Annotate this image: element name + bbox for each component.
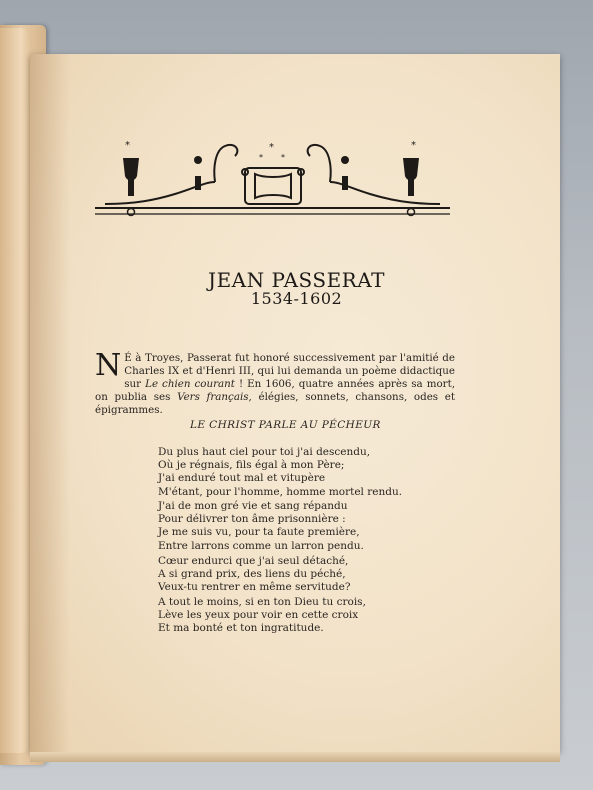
- intro-italic-2: Vers français: [177, 391, 249, 403]
- stanza-2: [158, 500, 364, 553]
- intro-text-1: É à Troyes, Passerat fut honoré successivement par l'amitié de Charles IX et d'Henri III, qui lui demanda un poème didactique sur: [124, 352, 455, 390]
- verse-line: Entre larrons comme un larron pendu.: [158, 539, 364, 552]
- gutter-shadow: [30, 54, 70, 752]
- verse-line: J'ai de mon gré vie et sang répandu: [158, 500, 348, 512]
- verse-line: Et ma bonté et ton ingratitude.: [158, 622, 324, 635]
- verse-line: Je me suis vu, pour ta faute première,: [158, 526, 360, 539]
- left-page-curl: [0, 28, 30, 753]
- stanza-1: [158, 446, 402, 499]
- verse-line: M'étant, pour l'homme, homme mortel rendu.: [158, 485, 403, 498]
- verse-line: J'ai enduré tout mal et vitupère: [158, 472, 326, 485]
- intro-text-3: , élégies, sonnets, chansons, odes et épigrammes.: [95, 391, 456, 416]
- verse-line: Veux-tu rentrer en même servitude?: [158, 581, 351, 594]
- verse-line: Où je régnais, fils égal à mon Père;: [158, 459, 345, 472]
- poem-title: LE CHRIST PARLE AU PÉCHEUR: [190, 419, 381, 431]
- verse-line: Pour délivrer ton âme prisonnière :: [158, 513, 346, 526]
- intro-text-2: ! En 1606, quatre années après sa mort, on publia ses: [95, 378, 455, 403]
- author-dates: 1534-1602: [250, 289, 343, 308]
- author-name: JEAN PASSERAT: [208, 268, 385, 292]
- verse-line: Lève les yeux pour voir en cette croix: [158, 609, 359, 622]
- stanza-4: [158, 596, 366, 636]
- verse-line: Du plus haut ciel pour toi j'ai descendu,: [158, 446, 371, 458]
- svg-text:*: *: [281, 153, 285, 162]
- ornament-headpiece: [95, 138, 455, 220]
- drop-cap: N: [95, 348, 122, 383]
- svg-text:*: *: [269, 142, 274, 153]
- verse-line: A si grand prix, des liens du péché,: [158, 568, 346, 581]
- stanza-3: [158, 555, 350, 595]
- intro-italic-1: Le chien courant: [145, 378, 235, 390]
- verse-line: Cœur endurci que j'ai seul détaché,: [158, 555, 349, 567]
- verse-line: A tout le moins, si en ton Dieu tu crois,: [158, 596, 366, 608]
- svg-text:*: *: [411, 140, 416, 151]
- page-bottom-edge: [30, 752, 560, 762]
- intro-paragraph: [95, 348, 456, 417]
- svg-text:*: *: [125, 140, 130, 151]
- svg-text:*: *: [259, 153, 263, 162]
